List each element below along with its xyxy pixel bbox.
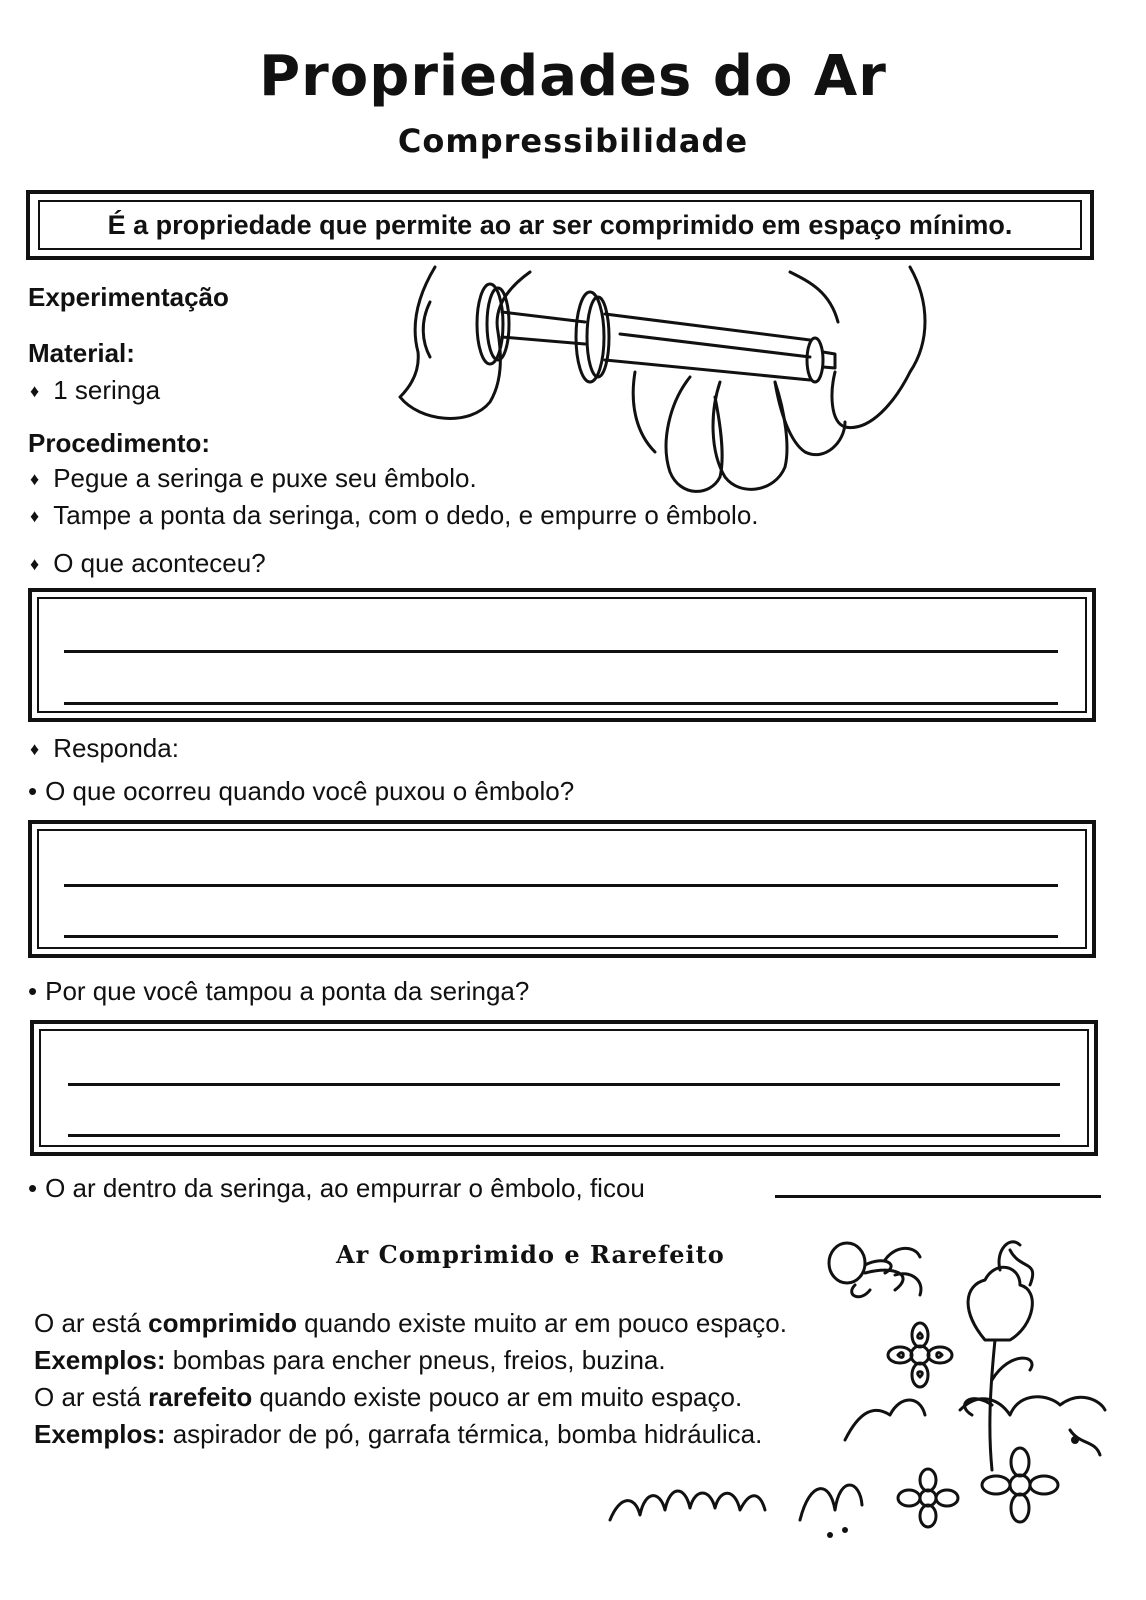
answer-box-1-inner [37, 597, 1087, 713]
answer-box-3-inner [39, 1029, 1089, 1147]
definition-text: É a propriedade que permite ao ar ser comprimido em espaço mínimo. [107, 209, 1013, 240]
rarefied-text-post: quando existe pouco ar em muito espaço. [252, 1382, 743, 1412]
material-item: ♦ 1 seringa [30, 375, 160, 406]
flowers-grass-illustration [600, 1230, 1120, 1550]
answer-line[interactable] [68, 1083, 1060, 1086]
material-heading: Material: [28, 338, 135, 368]
examples-label: Exemplos: [34, 1345, 166, 1375]
compressed-text-pre: O ar está [34, 1308, 149, 1338]
answer-line[interactable] [64, 650, 1058, 653]
examples-text-1: bombas para encher pneus, freios, buzina. [165, 1345, 666, 1375]
examples-text-2: aspirador de pó, garrafa térmica, bomba hidráulica. [165, 1419, 763, 1449]
compressed-text-post: quando existe muito ar em pouco espaço. [296, 1308, 787, 1338]
compressed-term: comprimido [148, 1308, 297, 1338]
answer-heading: ♦ Responda: [30, 733, 179, 764]
section-title: Ar Comprimido e Rarefeito [336, 1240, 725, 1269]
rarefied-text-pre: O ar está [34, 1382, 149, 1412]
question-2: • Por que você tampou a ponta da seringa? [28, 976, 529, 1007]
answer-line[interactable] [64, 702, 1058, 705]
fill-in-blank-line[interactable] [775, 1195, 1101, 1198]
answer-box-2-inner [37, 829, 1087, 949]
question-3: • O ar dentro da seringa, ao empurrar o êmbolo, ficou [28, 1173, 645, 1204]
procedure-heading: Procedimento: [28, 428, 211, 458]
rarefied-term: rarefeito [148, 1382, 253, 1412]
page-subtitle: Compressibilidade [397, 122, 749, 160]
procedure-item-2: ♦ Tampe a ponta da seringa, com o dedo, e empurre o êmbolo. [30, 500, 759, 531]
page-title: Propriedades do Ar [259, 44, 887, 109]
question-happened: ♦ O que aconteceu? [30, 548, 266, 579]
answer-line[interactable] [64, 935, 1058, 938]
question-1: • O que ocorreu quando você puxou o êmbolo? [28, 776, 574, 807]
definition-box [38, 200, 1082, 250]
experiment-heading: Experimentação [28, 282, 229, 312]
procedure-item-1: ♦ Pegue a seringa e puxe seu êmbolo. [30, 463, 477, 494]
examples-label: Exemplos: [34, 1419, 166, 1449]
answer-line[interactable] [68, 1134, 1060, 1137]
answer-line[interactable] [64, 884, 1058, 887]
